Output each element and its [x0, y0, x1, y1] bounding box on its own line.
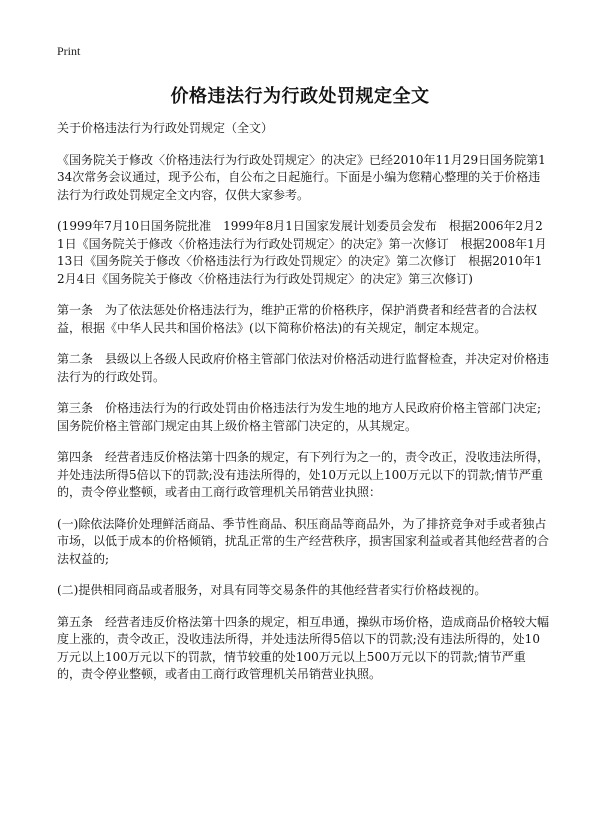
article-3-paragraph: 第三条 价格违法行为的行政处罚由价格违法行为发生地的地方人民政府价格主管部门决定;国务院价格主管部门规定由其上级价格主管部门决定的，从其规定。: [57, 401, 542, 433]
page-title: 价格违法行为行政处罚规定全文: [170, 86, 430, 107]
intro-paragraph: 《国务院关于修改〈价格违法行为行政处罚规定〉的决定》已经2010年11月29日国务院第134次常务会议通过，现予公布，自公布之日起施行。下面是小编为您精心整理的关于价格违法行为行政处罚规定全文内容，仅供大家参考。: [57, 152, 546, 202]
article-2-paragraph: 第二条 县级以上各级人民政府价格主管部门依法对价格活动进行监督检查，并决定对价格违法行为的行政处罚。: [57, 352, 550, 384]
article-4-item-1-paragraph: (一)除依法降价处理鲜活商品、季节性商品、积压商品等商品外，为了排挤竞争对手或者独占市场，以低于成本的价格倾销，扰乱正常的生产经营秩序，损害国家利益或者其他经营者的合法权益的;: [57, 516, 550, 566]
article-4-item-2-paragraph: (二)提供相同商品或者服务，对具有同等交易条件的其他经营者实行价格歧视的。: [57, 583, 487, 597]
article-5-paragraph: 第五条 经营者违反价格法第十四条的规定，相互串通，操纵市场价格，造成商品价格较大幅度上涨的，责令改正，没收违法所得，并处违法所得5倍以下的罚款;没有违法所得的，处10万元以上100万元以下的罚款，情节较重的处100万元以上500万元以下的罚款;情节严重的，责令停业整顿，或者由工商行政管理机关吊销营业执照。: [57, 614, 550, 681]
document-subtitle: 关于价格违法行为行政处罚规定（全文）: [57, 121, 274, 135]
article-4-paragraph: 第四条 经营者违反价格法第十四条的规定，有下列行为之一的，责令改正，没收违法所得，并处违法所得5倍以下的罚款;没有违法所得的，处10万元以上100万元以下的罚款;情节严重的，责令停业整顿，或者由工商行政管理机关吊销营业执照：: [57, 450, 550, 499]
document-body: [57, 120, 549, 698]
print-link[interactable]: Print: [57, 44, 81, 58]
article-1-paragraph: 第一条 为了依法惩处价格违法行为，维护正常的价格秩序，保护消费者和经营者的合法权益，根据《中华人民共和国价格法》(以下简称价格法)的有关规定，制定本规定。: [57, 303, 538, 335]
revision-history-paragraph: (1999年7月10日国务院批准 1999年8月1日国家发展计划委员会发布 根据2006年2月21日《国务院关于修改〈价格违法行为行政处罚规定〉的决定》第一次修订 根据2008年1月13日《国务院关于修改〈价格违法行为行政处罚规定〉的决定》第二次修订 根据2010年12月4日《国务院关于修改〈价格违法行为行政处罚规定〉的决定》第三次修订): [57, 219, 547, 286]
